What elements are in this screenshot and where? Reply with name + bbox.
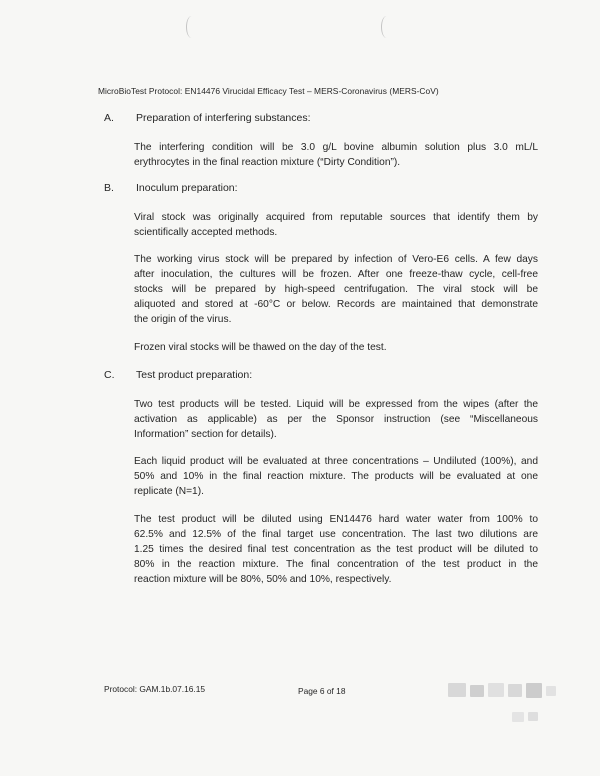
section-letter: A. <box>104 112 114 124</box>
text-line: Each liquid product will be evaluated at three concentrations – Undiluted (100%), and <box>134 456 538 467</box>
text-line: Two test products will be tested. Liquid will be expressed from the wipes (after the <box>134 399 538 410</box>
paragraph <box>134 210 538 240</box>
section-title: Test product preparation: <box>136 369 253 381</box>
text-line: the origin of the virus. <box>134 314 232 325</box>
section-title: Inoculum preparation: <box>136 182 238 194</box>
section-letter: C. <box>104 369 115 381</box>
section-a-heading <box>104 112 311 124</box>
protocol-id: Protocol: GAM.1b.07.16.15 <box>104 684 206 694</box>
text-line: The test product will be diluted using EN14476 hard water water from 100% to <box>134 514 538 525</box>
punch-hole-mark <box>186 16 197 38</box>
page-number: Page 6 of 18 <box>298 686 346 696</box>
punch-hole-mark <box>381 16 392 38</box>
text-line: activation as applicable) as per the Sponsor instruction (see “Miscellaneous <box>134 414 538 425</box>
paragraph <box>134 397 538 442</box>
paragraph <box>134 140 538 170</box>
paragraph <box>134 340 538 355</box>
text-line: Viral stock was originally acquired from reputable sources that identify them by <box>134 212 538 223</box>
text-line: Frozen viral stocks will be thawed on the day of the test. <box>134 342 387 353</box>
paragraph <box>134 252 538 327</box>
text-line: 80% in the reaction mixture. The final concentration of the test product in the <box>134 559 538 570</box>
text-line: Information” section for details). <box>134 429 277 440</box>
text-line: replicate (N=1). <box>134 486 204 497</box>
document-header: MicroBioTest Protocol: EN14476 Virucidal Efficacy Test – MERS-Coronavirus (MERS-CoV) <box>98 86 439 96</box>
text-line: after inoculation, the cultures will be frozen. After one freeze-thaw cycle, cell-free <box>134 269 538 280</box>
text-line: The working virus stock will be prepared by infection of Vero-E6 cells. A few days <box>134 254 538 265</box>
section-title: Preparation of interfering substances: <box>136 112 311 124</box>
text-line: stocks will be prepared by high-speed centrifugation. The viral stock will be <box>134 284 538 295</box>
section-b-heading <box>104 182 238 194</box>
paragraph <box>134 512 538 587</box>
text-line: The interfering condition will be 3.0 g/L bovine albumin solution plus 3.0 mL/L <box>134 142 538 153</box>
text-line: reaction mixture will be 80%, 50% and 10%, respectively. <box>134 574 392 585</box>
text-line: erythrocytes in the final reaction mixture (“Dirty Condition”). <box>134 157 401 168</box>
text-line: aliquoted and stored at -60°C or below. Records are maintained that demonstrate <box>134 299 538 310</box>
text-line: scientifically accepted methods. <box>134 227 278 238</box>
text-line: 1.25 times the desired final test concentration as the test product will be diluted to <box>134 544 538 555</box>
section-c-heading <box>104 369 252 381</box>
paragraph <box>134 454 538 499</box>
text-line: 50% and 10% in the final reaction mixture. The products will be evaluated at one <box>134 471 538 482</box>
text-line: 62.5% and 12.5% of the final target use concentration. The last two dilutions are <box>134 529 538 540</box>
section-letter: B. <box>104 182 114 194</box>
